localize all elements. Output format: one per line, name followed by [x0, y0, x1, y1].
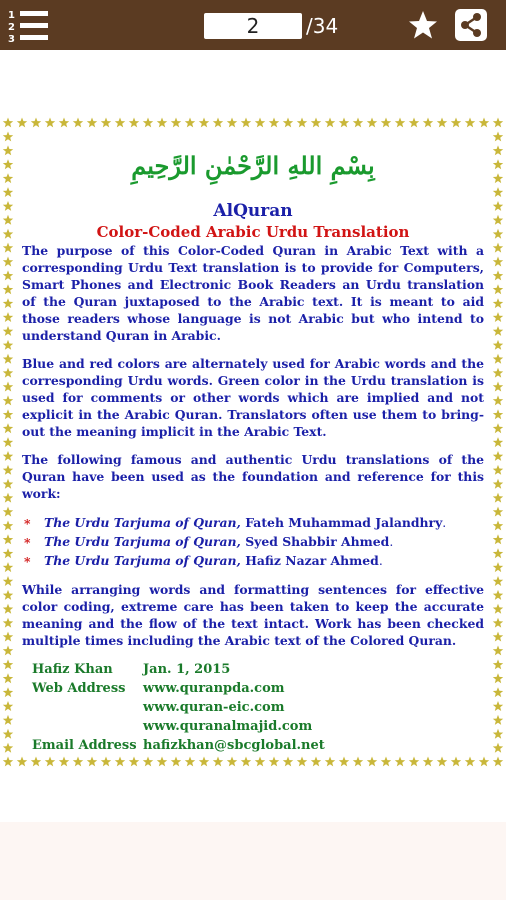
border-star [3, 521, 13, 531]
border-star [493, 132, 503, 142]
border-star [3, 243, 13, 253]
border-star [3, 493, 13, 503]
intro-paragraph: The purpose of this Color-Coded Quran in Arabic Text with a corresponding Urdu Text translation is to provide for Computers, Smart Phones and Electronic Book Readers an Urdu translation of the Quran juxtaposed to the Arabic text. It is meant to aid those readers whose language is not Arabic but who intend to understand Quran in Arabic. [22, 243, 484, 343]
border-star [493, 757, 503, 767]
border-star [493, 201, 503, 211]
border-star [3, 687, 13, 697]
border-star [493, 284, 503, 294]
page-subtitle: Color-Coded Arabic Urdu Translation [96, 223, 410, 241]
publish-date: Jan. 1, 2015 [143, 662, 231, 677]
border-star [59, 757, 69, 767]
border-star [17, 757, 27, 767]
web-link-1[interactable]: www.quranpda.com [143, 681, 285, 696]
border-star [157, 118, 167, 128]
border-star [3, 312, 13, 322]
border-star [3, 173, 13, 183]
border-star [465, 118, 475, 128]
methodology-paragraph: While arranging words and formatting sentences for effective color coding, extreme care has been taken to keep the accurate meaning and the flow of the text intact. Work has been checked multiple times including the Arabic text of the Colored Quran. [22, 582, 484, 648]
bismillah-heading: بِسْمِ اللهِ الرَّحْمٰنِ الرَّحِيمِ [131, 151, 375, 180]
border-star [423, 118, 433, 128]
border-star [3, 298, 13, 308]
border-star [325, 757, 335, 767]
border-star [451, 757, 461, 767]
border-star [493, 632, 503, 642]
border-star [3, 465, 13, 475]
border-star [3, 354, 13, 364]
border-star [101, 118, 111, 128]
border-star [3, 159, 13, 169]
border-star [493, 437, 503, 447]
border-star [479, 757, 489, 767]
border-star [87, 757, 97, 767]
border-star [395, 118, 405, 128]
border-star [3, 132, 13, 142]
border-star [437, 757, 447, 767]
border-star [241, 118, 251, 128]
border-star [171, 757, 181, 767]
border-star [493, 229, 503, 239]
border-star [31, 757, 41, 767]
border-star [213, 757, 223, 767]
border-star [3, 395, 13, 405]
border-star [3, 423, 13, 433]
bullet: * [24, 554, 31, 569]
border-star [297, 757, 307, 767]
page-total-label: /34 [306, 14, 339, 38]
border-star [227, 757, 237, 767]
border-star [451, 118, 461, 128]
reference-dot: . [389, 534, 394, 549]
border-star [3, 270, 13, 280]
border-star [3, 145, 13, 155]
border-star [129, 757, 139, 767]
border-star [353, 118, 363, 128]
border-star [367, 118, 377, 128]
border-star [3, 326, 13, 336]
border-star [493, 270, 503, 280]
border-star [493, 187, 503, 197]
border-star [325, 118, 335, 128]
reference-author: Syed Shabbir Ahmed [240, 534, 390, 549]
border-star [493, 173, 503, 183]
border-star [493, 729, 503, 739]
border-star [185, 118, 195, 128]
border-star [493, 382, 503, 392]
border-star [59, 118, 69, 128]
border-star [493, 451, 503, 461]
bullet: * [24, 535, 31, 550]
reference-title: The Urdu Tarjuma of Quran, [44, 515, 241, 530]
email-address-label: Email Address [32, 738, 137, 753]
border-star [129, 118, 139, 128]
reference-author: Hafiz Nazar Ahmed [240, 553, 379, 568]
border-star [493, 215, 503, 225]
border-star [199, 118, 209, 128]
border-star [143, 757, 153, 767]
border-star [3, 562, 13, 572]
web-address-label: Web Address [32, 681, 126, 696]
border-star [493, 340, 503, 350]
border-star [493, 646, 503, 656]
border-star [311, 118, 321, 128]
top-toolbar [0, 0, 506, 50]
border-star [493, 521, 503, 531]
border-star [3, 659, 13, 669]
border-star [493, 423, 503, 433]
bullet: * [24, 516, 31, 531]
border-star [3, 757, 13, 767]
border-star [339, 757, 349, 767]
border-star [73, 757, 83, 767]
border-star [3, 548, 13, 558]
border-star [493, 257, 503, 267]
border-star [3, 590, 13, 600]
border-star [493, 604, 503, 614]
border-star [3, 368, 13, 378]
border-star [493, 395, 503, 405]
web-link-3[interactable]: www.quranalmajid.com [143, 719, 313, 734]
email-link[interactable]: hafizkhan@sbcglobal.net [143, 738, 325, 753]
border-star [493, 576, 503, 586]
border-star [493, 743, 503, 753]
share-icon[interactable] [455, 9, 487, 41]
border-star [409, 118, 419, 128]
border-star [45, 118, 55, 128]
border-star [3, 187, 13, 197]
border-star [3, 382, 13, 392]
border-star [269, 757, 279, 767]
border-star [493, 562, 503, 572]
border-star [3, 507, 13, 517]
border-star [493, 701, 503, 711]
border-star [437, 118, 447, 128]
reference-title: The Urdu Tarjuma of Quran, [44, 553, 241, 568]
border-star [3, 701, 13, 711]
border-star [381, 757, 391, 767]
svg-text:1: 1 [8, 10, 15, 21]
border-star [479, 118, 489, 128]
border-star [199, 757, 209, 767]
page-number-input[interactable]: 2 [204, 13, 302, 39]
page-content [22, 132, 484, 752]
border-star [3, 604, 13, 614]
border-star [3, 215, 13, 225]
list-item [22, 532, 484, 551]
reference-dot: . [378, 553, 383, 568]
border-star [493, 326, 503, 336]
list-item [22, 513, 484, 532]
border-star [493, 687, 503, 697]
border-star [3, 437, 13, 447]
border-star [339, 118, 349, 128]
svg-text:2: 2 [8, 22, 15, 33]
border-star [493, 590, 503, 600]
border-star [493, 118, 503, 128]
author-name: Hafiz Khan [32, 662, 113, 677]
border-star [493, 312, 503, 322]
star-icon[interactable] [408, 10, 438, 40]
border-star [493, 465, 503, 475]
numbered-list-icon[interactable] [6, 6, 54, 46]
border-star [493, 548, 503, 558]
svg-text:3: 3 [8, 34, 15, 45]
border-star [45, 757, 55, 767]
page-title: AlQuran [213, 201, 293, 221]
border-star [493, 618, 503, 628]
border-star [3, 409, 13, 419]
border-star [157, 757, 167, 767]
border-star [493, 493, 503, 503]
border-star [73, 118, 83, 128]
border-star [3, 534, 13, 544]
border-star [3, 646, 13, 656]
border-star [3, 229, 13, 239]
border-star [3, 729, 13, 739]
border-star [493, 673, 503, 683]
border-star [493, 368, 503, 378]
border-star [493, 159, 503, 169]
border-star [3, 715, 13, 725]
border-star [185, 757, 195, 767]
border-star [31, 118, 41, 128]
reference-title: The Urdu Tarjuma of Quran, [44, 534, 241, 549]
border-star [3, 618, 13, 628]
border-star [465, 757, 475, 767]
border-star [3, 340, 13, 350]
border-star [115, 118, 125, 128]
border-star [171, 118, 181, 128]
border-star [283, 757, 293, 767]
border-star [3, 743, 13, 753]
border-star [255, 757, 265, 767]
border-star [493, 409, 503, 419]
border-star [241, 757, 251, 767]
border-star [3, 632, 13, 642]
border-star [213, 118, 223, 128]
border-star [493, 715, 503, 725]
border-star [3, 257, 13, 267]
border-star [409, 757, 419, 767]
contact-info [22, 660, 484, 755]
border-star [87, 118, 97, 128]
border-star [227, 118, 237, 128]
border-star [115, 757, 125, 767]
web-link-2[interactable]: www.quran-eic.com [143, 700, 285, 715]
border-star [423, 757, 433, 767]
border-star [353, 757, 363, 767]
border-star [493, 659, 503, 669]
references-intro-paragraph: The following famous and authentic Urdu translations of the Quran have been used as the foundation and reference for this work: [22, 452, 484, 501]
border-star [367, 757, 377, 767]
border-star [311, 757, 321, 767]
border-star [395, 757, 405, 767]
border-star [143, 118, 153, 128]
border-star [493, 479, 503, 489]
reference-author: Fateh Muhammad Jalandhry [240, 515, 443, 530]
border-star [101, 757, 111, 767]
color-paragraph: Blue and red colors are alternately used for Arabic words and the corresponding Urdu words. Green color in the Urdu translation is used for comments or other words which are implied and not explicit in the Arabic Quran. Translators often use them to bring-out the meaning implicit in the Arabic Text. [22, 356, 484, 439]
border-star [3, 673, 13, 683]
border-star [3, 201, 13, 211]
border-star [493, 298, 503, 308]
border-star [3, 118, 13, 128]
border-star [493, 145, 503, 155]
border-star [283, 118, 293, 128]
border-star [3, 451, 13, 461]
border-star [3, 479, 13, 489]
border-star [17, 118, 27, 128]
border-star [255, 118, 265, 128]
border-star [493, 534, 503, 544]
border-star [493, 243, 503, 253]
border-star [493, 507, 503, 517]
border-star [269, 118, 279, 128]
reference-dot: . [442, 515, 447, 530]
bottom-area [0, 822, 506, 900]
list-item [22, 551, 484, 570]
border-star [3, 576, 13, 586]
border-star [297, 118, 307, 128]
border-star [3, 284, 13, 294]
references-list [22, 513, 484, 570]
border-star [493, 354, 503, 364]
border-star [381, 118, 391, 128]
